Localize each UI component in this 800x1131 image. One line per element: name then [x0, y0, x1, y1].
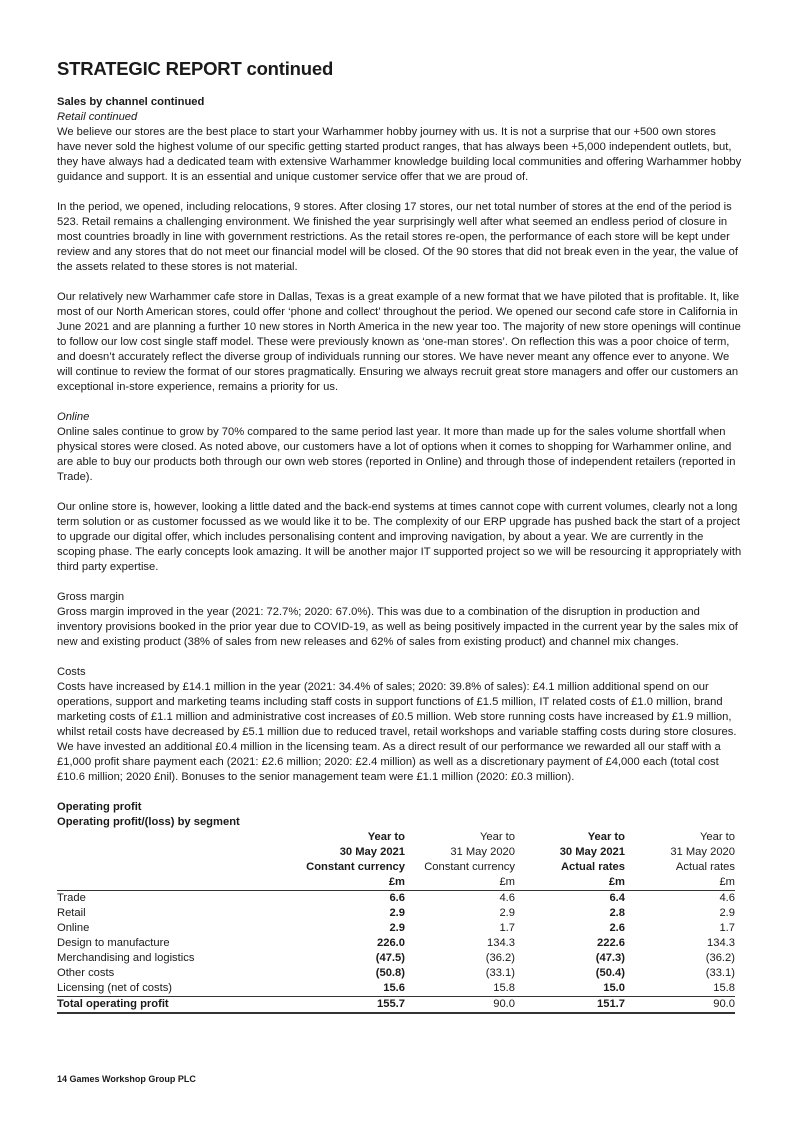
- table-row: [57, 966, 735, 981]
- table-cell: 15.6: [383, 982, 405, 994]
- segment-profit-table: [57, 830, 735, 1014]
- header-cell: Year to: [479, 831, 515, 843]
- row-label: Design to manufacture: [57, 937, 170, 949]
- table-header-row: [57, 845, 735, 860]
- table-cell: 90.0: [625, 997, 735, 1014]
- table-cell: 2.9: [719, 907, 735, 919]
- operating-profit-heading: Operating profit: [57, 801, 142, 813]
- header-cell: £m: [277, 875, 405, 891]
- page-title: STRATEGIC REPORT continued: [57, 58, 334, 79]
- table-cell: 151.7: [515, 997, 625, 1014]
- header-cell: Constant currency: [306, 861, 405, 873]
- table-cell: (47.3): [595, 952, 625, 964]
- table-cell: 1.7: [499, 922, 515, 934]
- row-label: Retail: [57, 907, 86, 919]
- section-heading: Sales by channel continued: [57, 96, 205, 108]
- table-cell: 2.8: [609, 907, 625, 919]
- paragraph: In the period, we opened, including relocations, 9 stores. After closing 17 stores, our net total number of stores at the end of the period is 523. Retail remains a challenging environment. We finished the year surprisingly well after what seemed an endless period of closure in most countries broadly in line with government restrictions. As the retail stores re-open, the performance of each store will be kept under review and any stores that do not meet our financial model will be closed. Of the 90 stores that did not break even in the year, the value of the assets related to these stores is not material.: [57, 201, 738, 273]
- header-cell: £m: [625, 875, 735, 891]
- table-cell: 155.7: [277, 997, 405, 1014]
- costs-heading: Costs: [57, 666, 86, 678]
- paragraph: Our online store is, however, looking a little dated and the back-end systems at times cannot cope with current volumes, clearly not a long term solution or as customer focussed as we would like it to be. The complexity of our ERP upgrade has pushed back the start of a project to upgrade our digital offer, which includes personalising content and improving navigation, by about a year. We are currently in the scoping phase. The early concepts look amazing. It will be another major IT supported project so we will be resourcing it appropriately with third party expertise.: [57, 501, 742, 573]
- header-cell: £m: [515, 875, 625, 891]
- table-cell: 6.6: [389, 892, 405, 904]
- table-cell: 15.0: [603, 982, 625, 994]
- gross-margin-heading: Gross margin: [57, 591, 125, 603]
- row-label: Other costs: [57, 967, 115, 979]
- table-cell: (36.2): [705, 952, 735, 964]
- header-cell: Actual rates: [560, 861, 625, 873]
- header-cell: 30 May 2021: [559, 846, 625, 858]
- table-cell: 134.3: [487, 937, 515, 949]
- table-cell: 4.6: [719, 892, 735, 904]
- header-cell: 31 May 2020: [450, 846, 515, 858]
- row-label: Licensing (net of costs): [57, 982, 173, 994]
- table-cell: 6.4: [609, 892, 625, 904]
- table-row: [57, 981, 735, 997]
- row-label: Trade: [57, 892, 86, 904]
- table-header-row: [57, 830, 735, 845]
- retail-subheading: Retail continued: [57, 111, 138, 123]
- paragraph: Online sales continue to grow by 70% compared to the same period last year. It more than made up for the sales volume shortfall when physical stores were closed. As noted above, our customers have a lot of options when it comes to shopping for Warhammer online, and are able to buy our products both through our own web stores (reported in Online) and through those of independent retailers (reported in Trade).: [57, 426, 736, 483]
- paragraph: Costs have increased by £14.1 million in the year (2021: 34.4% of sales; 2020: 39.8% of sales): £4.1 million additional spend on our operations, support and marketing teams including staff costs in support functions of £1.5 million, IT related costs of £1.0 million, brand marketing costs of £1.1 million and administrative cost increases of £0.5 million. Web store running costs have increased by £1.9 million, whilst retail costs have decreased by £5.1 million due to reduced travel, retail workshops and variable staffing costs during store closures. We have invested an additional £0.4 million in the licensing team. As a direct result of our performance we rewarded all our staff with a £1,000 profit share payment each (2021: £2.6 million; 2020: £2.4 million) as well as a discretionary payment of £4,000 each (total cost £10.6 million; 2020 £nil). Bonuses to the senior management team were £1.1 million (2020: £0.3 million).: [57, 681, 737, 783]
- table-cell: 15.8: [493, 982, 515, 994]
- table-row: [57, 906, 735, 921]
- table-cell: 226.0: [377, 937, 405, 949]
- row-label: Merchandising and logistics: [57, 952, 195, 964]
- table-header-row: [57, 860, 735, 875]
- header-cell: £m: [405, 875, 515, 891]
- header-cell: 30 May 2021: [339, 846, 405, 858]
- page-footer: 14 Games Workshop Group PLC: [57, 1074, 196, 1084]
- paragraph: Our relatively new Warhammer cafe store in Dallas, Texas is a great example of a new format that we have piloted that is profitable. It, like most of our North American stores, could offer ‘phone and collect’ throughout the period. We opened our second cafe store in California in June 2021 and are planning a further 10 new stores in North America in the new year too. The majority of new store openings will continue to follow our low cost single staff model. These were previously known as ‘one-man stores’. On reflection this was a poor choice of term, and doesn’t accurately reflect the diverse group of individuals running our stores. We have never meant any offence ever to anyone. We will continue to review the format of our stores pragmatically. Ensuring we always recruit great store managers and offer our customers an exceptional in-store experience, remains a priority for us.: [57, 291, 741, 393]
- header-cell: Year to: [367, 831, 405, 843]
- table-cell: 134.3: [707, 937, 735, 949]
- table-cell: 222.6: [597, 937, 625, 949]
- table-cell: (50.8): [375, 967, 405, 979]
- table-cell: 2.9: [389, 922, 405, 934]
- table-cell: 2.6: [609, 922, 625, 934]
- table-cell: 1.7: [719, 922, 735, 934]
- table-cell: (33.1): [705, 967, 735, 979]
- table-cell: 15.8: [713, 982, 735, 994]
- table-cell: 2.9: [499, 907, 515, 919]
- table-total-row: [57, 997, 735, 1014]
- online-subheading: Online: [57, 411, 90, 423]
- table-row: [57, 891, 735, 907]
- table-row: [57, 936, 735, 951]
- table-cell: 90.0: [405, 997, 515, 1014]
- paragraph: Gross margin improved in the year (2021: 72.7%; 2020: 67.0%). This was due to a combination of the disruption in production and inventory provisions booked in the prior year due to COVID-19, as well as being positively impacted in the current year by the sales mix of new and existing product (38% of sales from new releases and 62% of sales from existing product) and channel mix changes.: [57, 606, 738, 648]
- table-cell: 4.6: [499, 892, 515, 904]
- row-label: Online: [57, 922, 90, 934]
- header-cell: Actual rates: [675, 861, 735, 873]
- header-cell: 31 May 2020: [670, 846, 735, 858]
- table-unit-row: [57, 875, 735, 891]
- table-cell: (33.1): [485, 967, 515, 979]
- table-cell: (50.4): [595, 967, 625, 979]
- table-row: [57, 921, 735, 936]
- table-cell: (36.2): [485, 952, 515, 964]
- row-label: Total operating profit: [57, 997, 277, 1014]
- table-heading: Operating profit/(loss) by segment: [57, 816, 240, 828]
- header-cell: Year to: [587, 831, 625, 843]
- table-cell: 2.9: [389, 907, 405, 919]
- report-body: [57, 95, 742, 1014]
- header-cell: Year to: [699, 831, 735, 843]
- header-cell: Constant currency: [424, 861, 515, 873]
- table-row: [57, 951, 735, 966]
- paragraph: We believe our stores are the best place to start your Warhammer hobby journey with us. It is not a surprise that our +500 own stores have never sold the highest volume of our specific getting started product ranges, that has always been +5,000 independent outlets, but, they have always had a dedicated team with extensive Warhammer knowledge building local communities and offering Warhammer hobby guidance and support. It is an essential and unique customer service offer that we are proud of.: [57, 126, 742, 183]
- table-cell: (47.5): [375, 952, 405, 964]
